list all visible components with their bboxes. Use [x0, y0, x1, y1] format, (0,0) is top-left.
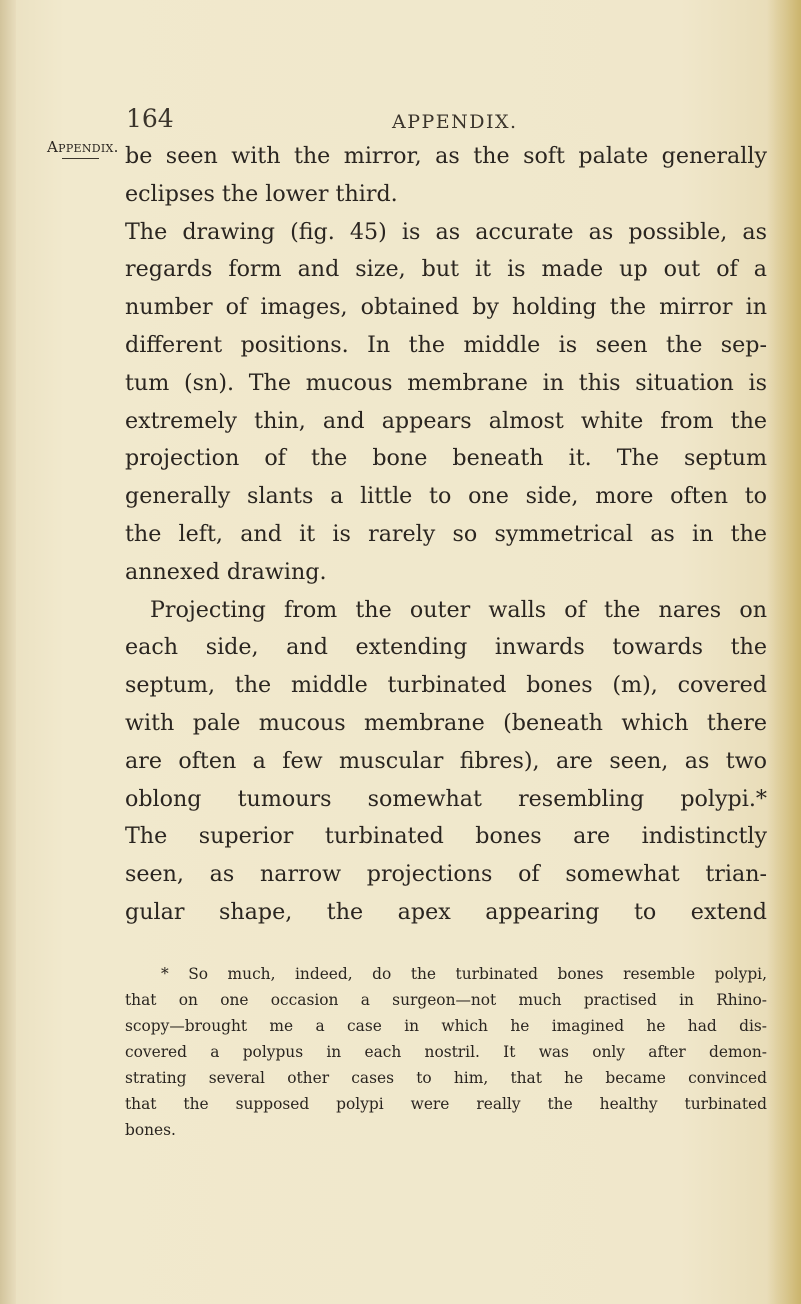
body-line: tum (sn). The mucous membrane in this situation is — [125, 369, 767, 396]
body-line: seen, as narrow projections of somewhat trian- — [125, 861, 767, 888]
body-line: The drawing (fig. 45) is as accurate as possible, as — [125, 218, 767, 245]
footnote-line: strating several other cases to him, that he became convinced — [125, 1069, 767, 1087]
margin-note: Appendix. — [47, 138, 119, 156]
footnote-line: scopy—brought me a case in which he imagined he had dis- — [125, 1017, 767, 1035]
body-line: regards form and size, but it is made up out of a — [125, 256, 767, 283]
body-line: Projecting from the outer walls of the nares on — [150, 596, 767, 623]
body-line: each side, and extending inwards towards the — [125, 634, 767, 661]
footnote-line: covered a polypus in each nostril. It was only after demon- — [125, 1043, 767, 1061]
body-line: generally slants a little to one side, more often to — [125, 483, 767, 510]
margin-rule — [62, 158, 99, 159]
body-line: be seen with the mirror, as the soft palate generally — [125, 143, 767, 169]
running-head: APPENDIX. — [392, 111, 518, 133]
footnote — [125, 961, 767, 1143]
footnote-line: * So much, indeed, do the turbinated bones resemble polypi, — [161, 965, 767, 983]
body-line: oblong tumours somewhat resembling polypi.* — [125, 785, 767, 812]
body-line: number of images, obtained by holding the mirror in — [125, 294, 767, 321]
footnote-line: that the supposed polypi were really the healthy turbinated — [125, 1095, 767, 1113]
page-number: 164 — [126, 104, 174, 133]
body-line: septum, the middle turbinated bones (m), covered — [125, 672, 767, 699]
footnote-line: that on one occasion a surgeon—not much practised in Rhino- — [125, 991, 767, 1009]
footnote-line: bones. — [125, 1121, 176, 1139]
body-line: The superior turbinated bones are indistinctly — [125, 823, 767, 850]
body-line: gular shape, the apex appearing to extend — [125, 898, 767, 925]
body-line: eclipses the lower third. — [125, 180, 398, 207]
page-left-edge — [0, 0, 16, 1304]
body-text — [125, 138, 767, 932]
body-line: are often a few muscular fibres), are seen, as two — [125, 747, 767, 774]
body-line: projection of the bone beneath it. The septum — [125, 445, 767, 472]
body-line: with pale mucous membrane (beneath which there — [125, 709, 767, 736]
body-line: extremely thin, and appears almost white from the — [125, 407, 767, 434]
body-line: the left, and it is rarely so symmetrical as in the — [125, 520, 767, 547]
body-line: annexed drawing. — [125, 558, 327, 585]
page-right-edge — [767, 0, 801, 1304]
body-line: different positions. In the middle is seen the sep- — [125, 331, 767, 358]
